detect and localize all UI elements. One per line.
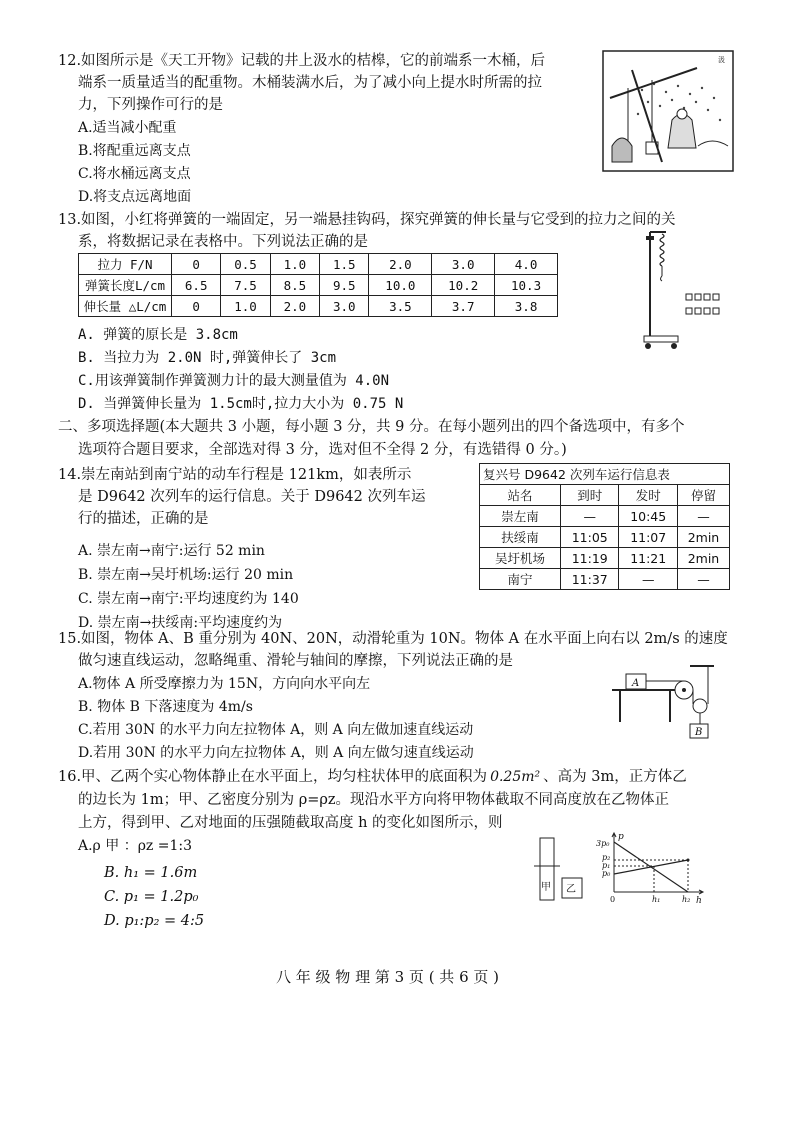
q15-line-1: 15.如图，物体 A、B 重分别为 40N、20N，动滑轮重为 10N。物体 A 在水平面上向右以 2m/s 的速度 <box>58 631 728 647</box>
table-cell: — <box>619 569 677 590</box>
q15-option-c: C.若用 30N 的水平力向左拉物体 A，则 A 向左做加速直线运动 <box>78 722 474 738</box>
table-row <box>79 296 558 317</box>
q14-line-1: 14.崇左南站到南宁站的动车行程是 121km，如表所示 <box>58 467 412 483</box>
table-cell: 10.2 <box>432 275 495 296</box>
q13-option-a: A. 弹簧的原长是 3.8cm <box>78 327 238 343</box>
table-header-row <box>480 485 730 506</box>
q13-option-d: D. 当弹簧伸长量为 1.5cm时,拉力大小为 0.75 N <box>78 396 404 412</box>
q13-line-2: 系，将数据记录在表格中。下列说法正确的是 <box>78 234 368 250</box>
table-cell: 伸长量 △L/cm <box>79 296 172 317</box>
y-tick-p2: p₂ <box>602 853 611 862</box>
table-row <box>480 548 730 569</box>
q15-line-2: 做匀速直线运动，忽略绳重、滑轮与轴间的摩擦，下列说法正确的是 <box>78 653 513 669</box>
q15-option-a: A.物体 A 所受摩擦力为 15N，方向向水平向左 <box>78 676 371 692</box>
table-header-cell: 到时 <box>561 485 619 506</box>
table-cell: 3.0 <box>320 296 369 317</box>
q14-option-a: A. 崇左南→南宁:运行 52 min <box>78 543 265 559</box>
q14-option-b: B. 崇左南→吴圩机场:运行 20 min <box>78 567 294 583</box>
q16-line-1-pre: 16.甲、乙两个实心物体静止在水平面上，均匀柱状体甲的底面积为 <box>58 769 488 785</box>
jia-label: 甲 <box>541 882 551 893</box>
table-cell: 0.5 <box>221 254 270 275</box>
q16-line-2: 的边长为 1m；甲、乙密度分别为 ρ=ρz。现沿水平方向将甲物体截取不同高度放在乙物体正 <box>78 792 670 808</box>
table-cell: 8.5 <box>270 275 319 296</box>
table-cell: 3.7 <box>432 296 495 317</box>
table-cell: 6.5 <box>172 275 221 296</box>
q12-option-d: D.将支点远离地面 <box>78 189 192 205</box>
y-tick-p1: p₁ <box>602 861 611 870</box>
table-cell: 南宁 <box>480 569 561 590</box>
q15-option-b: B. 物体 B 下落速度为 4m/s <box>78 699 253 715</box>
section2-line-1: 二、多项选择题(本大题共 3 小题，每小题 3 分，共 9 分。在每小题列出的四个备选项中，有多个 <box>58 419 685 435</box>
table-cell: 11:07 <box>619 527 677 548</box>
table-cell: 3.5 <box>369 296 432 317</box>
block-b-label: B <box>695 727 703 738</box>
table-cell: 扶绥南 <box>480 527 561 548</box>
table-cell: — <box>677 569 729 590</box>
q14-train-schedule-table <box>479 463 730 590</box>
y-axis-label: p <box>618 832 624 842</box>
table-header-cell: 站名 <box>480 485 561 506</box>
page-footer: 八 年 级 物 理 第 3 页 ( 共 6 页 ) <box>276 968 500 986</box>
yi-pressure-line <box>614 860 688 874</box>
q12-well-sweep-illustration <box>602 50 734 172</box>
q13-option-c: C.用该弹簧制作弹簧测力计的最大测量值为 4.0N <box>78 373 389 389</box>
q13-spring-apparatus-figure <box>630 228 730 352</box>
q16-area-value: 0.25m² <box>490 769 541 785</box>
q16-line-3: 上方，得到甲、乙对地面的压强随截取高度 h 的变化如图所示，则 <box>78 815 503 831</box>
q16-option-a: A.ρ 甲 ：ρz =1:3 <box>78 838 193 854</box>
x-tick-h2: h₂ <box>682 895 691 904</box>
section2-line-2: 选项符合题目要求，全部选对得 3 分，选对但不全得 2 分，有选错得 0 分。) <box>78 442 567 458</box>
table-cell: 1.5 <box>320 254 369 275</box>
table-cell: 拉力 F/N <box>79 254 172 275</box>
table-row <box>480 569 730 590</box>
q13-data-table <box>78 253 558 317</box>
block-a-label: A <box>632 678 640 689</box>
table-cell: 0 <box>172 296 221 317</box>
table-cell: 2.0 <box>369 254 432 275</box>
table-cell: 吴圩机场 <box>480 548 561 569</box>
table-cell: 崇左南 <box>480 506 561 527</box>
q14-line-3: 行的描述，正确的是 <box>78 511 209 527</box>
q13-line-1: 13.如图，小红将弹簧的一端固定，另一端悬挂钩码，探究弹簧的伸长量与它受到的拉力之间的关 <box>58 212 676 228</box>
table-header-cell: 停留 <box>677 485 729 506</box>
q16-line-1 <box>58 766 687 788</box>
table-cell: — <box>677 506 729 527</box>
q14-option-d: D. 崇左南→扶绥南:平均速度约为 <box>78 615 283 631</box>
table-cell: 9.5 <box>320 275 369 296</box>
q16-option-b: B. h₁ = 1.6m <box>104 865 198 881</box>
table-cell: 2min <box>677 548 729 569</box>
svg-text:汲: 汲 <box>718 56 725 64</box>
table-cell: 2.0 <box>270 296 319 317</box>
table-row <box>480 527 730 548</box>
table-cell: 3.0 <box>432 254 495 275</box>
table-cell: 2min <box>677 527 729 548</box>
q12-option-b: B.将配重远离支点 <box>78 143 191 159</box>
q16-option-d: D. p₁:p₂ = 4:5 <box>104 913 205 929</box>
table-cell: 1.0 <box>221 296 270 317</box>
table-cell: 10:45 <box>619 506 677 527</box>
q14-line-2: 是 D9642 次列车的运行信息。关于 D9642 次列车运 <box>78 489 426 505</box>
y-tick-p0: p₀ <box>602 869 611 878</box>
table-cell: 11:05 <box>561 527 619 548</box>
table-cell: 1.0 <box>270 254 319 275</box>
table-cell: 11:21 <box>619 548 677 569</box>
q12-line-1: 12.如图所示是《天工开物》记载的井上汲水的桔槔，它的前端系一木桶，后 <box>58 53 546 69</box>
q13-option-b: B. 当拉力为 2.0N 时,弹簧伸长了 3cm <box>78 350 337 366</box>
q16-pressure-graph <box>596 830 708 908</box>
table-cell: 11:37 <box>561 569 619 590</box>
x-tick-origin: 0 <box>610 895 616 904</box>
q12-line-3: 力，下列操作可行的是 <box>78 97 223 113</box>
y-tick-3p0: 3p₀ <box>596 839 610 848</box>
q12-line-2: 端系一质量适当的配重物。木桶装满水后，为了减小向上提水时所需的拉 <box>78 75 542 91</box>
table-header-cell: 发时 <box>619 485 677 506</box>
table-title: 复兴号 D9642 次列车运行信息表 <box>480 464 730 485</box>
q16-option-c: C. p₁ = 1.2p₀ <box>104 889 199 905</box>
table-cell: 7.5 <box>221 275 270 296</box>
table-cell: — <box>561 506 619 527</box>
q14-option-c: C. 崇左南→南宁:平均速度约为 140 <box>78 591 299 607</box>
x-axis-label: h <box>696 896 702 906</box>
table-cell: 4.0 <box>495 254 558 275</box>
table-row <box>480 506 730 527</box>
table-title-row <box>480 464 730 485</box>
q12-option-a: A.适当减小配重 <box>78 120 177 136</box>
q16-blocks-figure <box>530 836 590 904</box>
q15-pulley-figure <box>610 664 716 744</box>
table-cell: 10.3 <box>495 275 558 296</box>
x-tick-h1: h₁ <box>652 895 661 904</box>
table-cell: 10.0 <box>369 275 432 296</box>
q16-line-1-post: 、高为 3m，正方体乙 <box>543 769 687 785</box>
table-cell: 3.8 <box>495 296 558 317</box>
q12-option-c: C.将水桶远离支点 <box>78 166 191 182</box>
table-row <box>79 275 558 296</box>
q15-option-d: D.若用 30N 的水平力向左拉物体 A，则 A 向左做匀速直线运动 <box>78 745 474 761</box>
table-cell: 11:19 <box>561 548 619 569</box>
table-row <box>79 254 558 275</box>
yi-label: 乙 <box>566 884 576 895</box>
table-cell: 0 <box>172 254 221 275</box>
table-cell: 弹簧长度L/cm <box>79 275 172 296</box>
